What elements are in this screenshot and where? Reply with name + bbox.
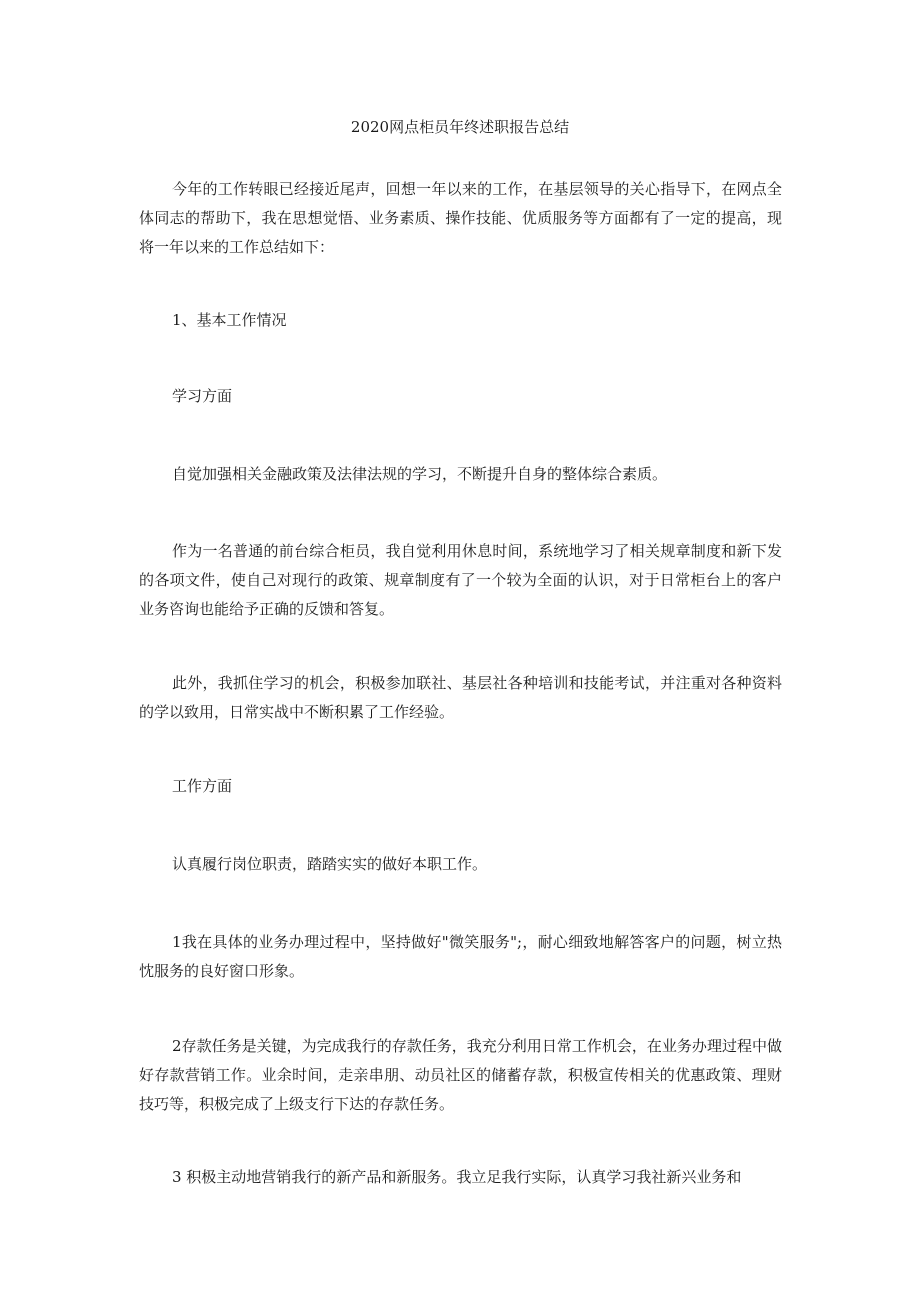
section-heading-basic-work: 1、基本工作情况 — [172, 311, 287, 329]
paragraph-study-summary: 自觉加强相关金融政策及法律法规的学习，不断提升自身的整体综合素质。 — [172, 465, 668, 483]
paragraph-study-detail: 作为一名普通的前台综合柜员，我自觉利用休息时间，系统地学习了相关规章制度和新下发的各项文件，使自己对现行的政策、规章制度有了一个较为全面的认识，对于日常柜台上的客户业务咨询也能给予正确的反馈和答复。 — [139, 542, 782, 618]
document-title: 2020网点柜员年终述职报告总结 — [350, 118, 570, 136]
paragraph-work-summary: 认真履行岗位职责，踏踏实实的做好本职工作。 — [172, 855, 488, 873]
subheading-work: 工作方面 — [172, 777, 233, 795]
subheading-study: 学习方面 — [172, 387, 233, 405]
paragraph-study-training: 此外，我抓住学习的机会，积极参加联社、基层社各种培训和技能考试，并注重对各种资料的学以致用，日常实战中不断积累了工作经验。 — [139, 674, 782, 721]
paragraph-intro: 今年的工作转眼已经接近尾声，回想一年以来的工作，在基层领导的关心指导下，在网点全体同志的帮助下，我在思想觉悟、业务素质、操作技能、优质服务等方面都有了一定的提高，现将一年以来的工作总结如下： — [139, 180, 782, 256]
paragraph-work-item-1: 1我在具体的业务办理过程中，坚持做好"微笑服务";，耐心细致地解答客户的问题，树立热忱服务的良好窗口形象。 — [139, 933, 782, 980]
paragraph-work-item-3: 3 积极主动地营销我行的新产品和新服务。我立足我行实际，认真学习我社新兴业务和 — [172, 1168, 742, 1186]
paragraph-work-item-2: 2存款任务是关键，为完成我行的存款任务，我充分利用日常工作机会，在业务办理过程中做好存款营销工作。业余时间，走亲串朋、动员社区的储蓄存款，积极宣传相关的优惠政策、理财技巧等，积极完成了上级支行下达的存款任务。 — [139, 1037, 782, 1113]
